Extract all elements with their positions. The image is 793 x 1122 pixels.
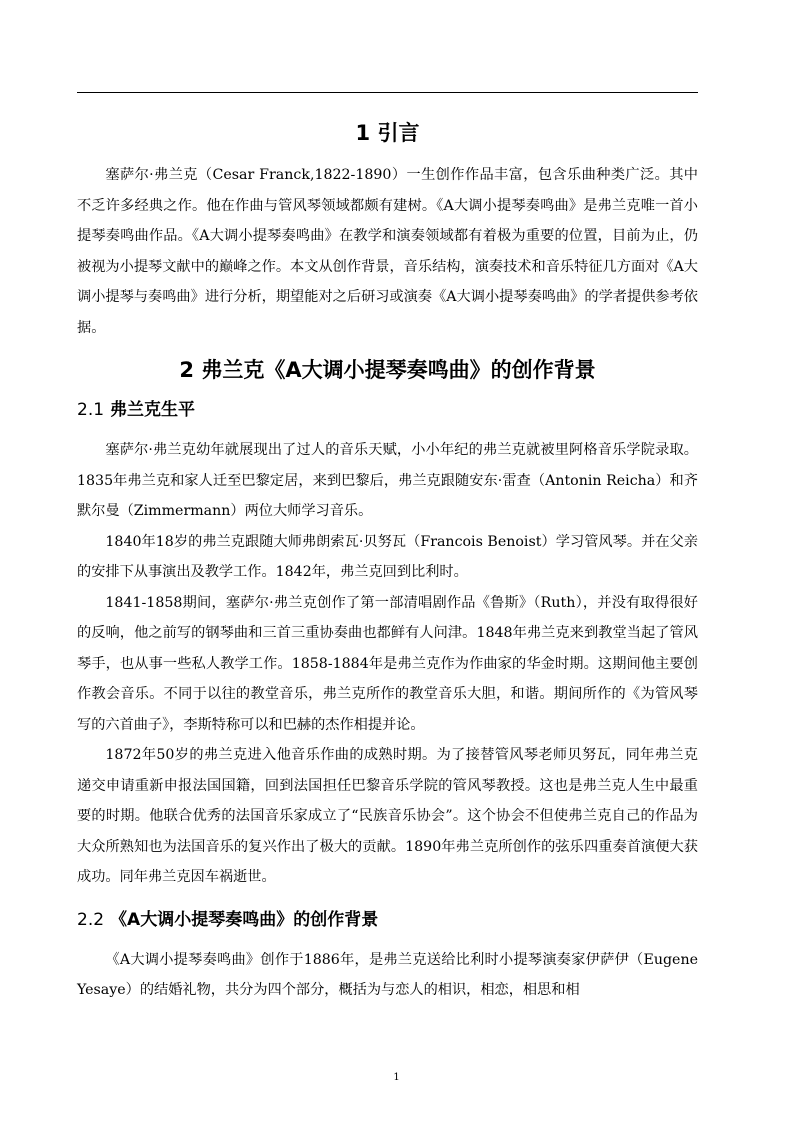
section-2-heading: 2 弗兰克《A大调小提琴奏鸣曲》的创作背景 bbox=[179, 358, 596, 382]
subsection-2-1-paragraph-4: 1872年50岁的弗兰克进入他音乐作曲的成熟时期。为了接替管风琴老师贝努瓦，同年弗兰克递交申请重新申报法国国籍，回到法国担任巴黎音乐学院的管风琴教授。这也是弗兰克人生中最重要的时期。他联合优秀的法国音乐家成立了“民族音乐协会”。这个协会不但使弗兰克自己的作品为大众所熟知也为法国音乐的复兴作出了极大的贡献。1890年弗兰克所创作的弦乐四重奏首演便大获成功。同年弗兰克因车祸逝世。 bbox=[77, 747, 698, 885]
subsection-2-2-heading bbox=[77, 907, 698, 933]
subsection-2-2-paragraph-1: 《A大调小提琴奏鸣曲》创作于1886年，是弗兰克送给比利时小提琴演奏家伊萨伊（Eugene Yesaye）的结婚礼物，共分为四个部分，概括为与恋人的相识，相恋，相思和相 bbox=[77, 951, 698, 998]
header-rule bbox=[77, 92, 698, 93]
subsection-2-1-paragraph-3: 1841-1858期间，塞萨尔·弗兰克创作了第一部清唱剧作品《鲁斯》（Ruth），并没有取得很好的反响，他之前写的钢琴曲和三首三重协奏曲也都鲜有人问津。1848年弗兰克来到教堂当起了管风琴手，也从事一些私人教学工作。1858-1884年是弗兰克作为作曲家的华金时期。这期间他主要创作教会音乐。不同于以往的教堂音乐，弗兰克所作的教堂音乐大胆，和谐。期间所作的《为管风琴写的六首曲子》，李斯特称可以和巴赫的杰作相提并论。 bbox=[77, 594, 698, 733]
subsection-2-1-heading bbox=[77, 397, 698, 423]
section-1-heading: 1 引言 bbox=[355, 121, 420, 145]
page-number: 1 bbox=[393, 1072, 400, 1083]
subsection-2-1-number: 2.1 bbox=[77, 400, 105, 420]
document-body bbox=[77, 116, 698, 1006]
subsection-2-2-title: 《A大调小提琴奏鸣曲》的创作背景 bbox=[110, 909, 379, 930]
subsection-2-1-paragraph-2: 1840年18岁的弗兰克跟随大师弗朗索瓦·贝努瓦（Francois Benoist）学习管风琴。并在父亲的安排下从事演出及教学工作。1842年，弗兰克回到比利时。 bbox=[77, 533, 698, 580]
subsection-2-1-title: 弗兰克生平 bbox=[110, 400, 196, 420]
subsection-2-2-number: 2.2 bbox=[77, 909, 105, 930]
subsection-2-1-paragraph-1: 塞萨尔·弗兰克幼年就展现出了过人的音乐天赋，小小年纪的弗兰克就被里阿格音乐学院录取。1835年弗兰克和家人迁至巴黎定居，来到巴黎后，弗兰克跟随安东·雷查（Antonin Reicha）和齐默尔曼（Zimmermann）两位大师学习音乐。 bbox=[77, 442, 698, 519]
section-1-paragraph-1: 塞萨尔·弗兰克（Cesar Franck,1822-1890）一生创作作品丰富，包含乐曲种类广泛。其中不乏许多经典之作。他在作曲与管风琴领域都颇有建树。《A大调小提琴奏鸣曲》是弗兰克唯一首小提琴奏鸣曲作品。《A大调小提琴奏鸣曲》在教学和演奏领域都有着极为重要的位置，目前为止，仍被视为小提琴文献中的巅峰之作。本文从创作背景，音乐结构，演奏技术和音乐特征几方面对《A大调小提琴与奏鸣曲》进行分析，期望能对之后研习或演奏《A大调小提琴奏鸣曲》的学者提供参考依据。 bbox=[77, 167, 698, 336]
